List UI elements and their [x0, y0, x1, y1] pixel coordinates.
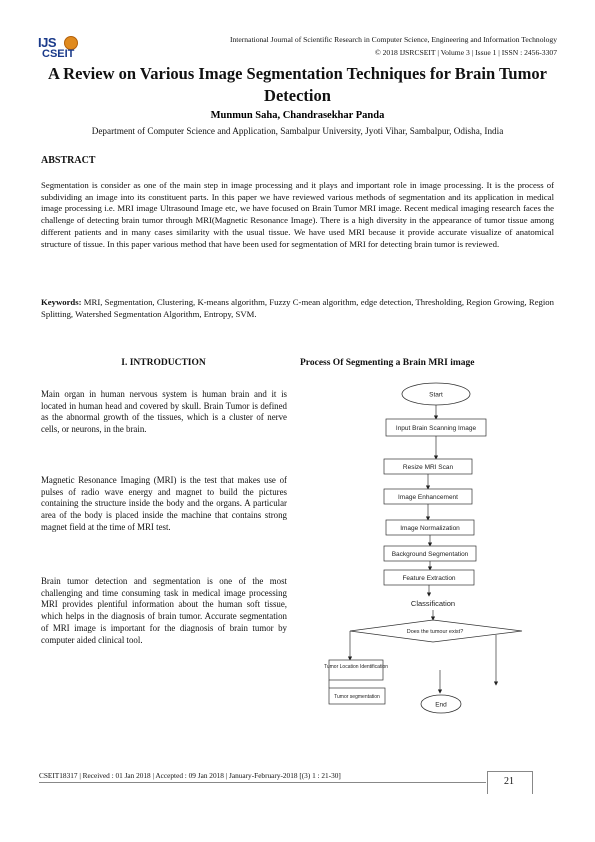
journal-header	[230, 33, 557, 59]
step-label: Image Normalization	[400, 525, 460, 532]
step-label: Image Enhancement	[398, 494, 458, 501]
journal-issue: © 2018 IJSRCSEIT | Volume 3 | Issue 1 | ISSN : 2456-3307	[374, 48, 557, 57]
start-label: Start	[429, 391, 443, 399]
paper-title: A Review on Various Image Segmentation Techniques for Brain Tumor Detection	[48, 64, 547, 105]
paper-affiliation: Department of Computer Science and Application, Sambalpur University, Jyoti Vihar, Sambalpur, Odisha, India	[91, 126, 504, 136]
end-label: End	[435, 701, 447, 709]
logo-text-top: IJS	[38, 35, 57, 50]
intro-paragraph-2: Magnetic Resonance Imaging (MRI) is the test that makes use of pulses of radio wave energy and magnet to build the pictures containing the structure inside the body and the organs. A particular area of the body is placed inside the machine that contains strong magnet field at the time of MRI test.	[41, 475, 287, 532]
step-label: Feature Extraction	[402, 575, 456, 582]
footer-divider	[39, 782, 486, 783]
footer-citation: CSEIT18317 | Received : 01 Jan 2018 | Accepted : 09 Jan 2018 | January-February-2018 [(3) 1 : 21-30]	[39, 771, 341, 780]
paper-authors: Munmun Saha, Chandrasekhar Panda	[210, 110, 385, 121]
keywords	[41, 297, 554, 320]
step-label: Tumor Location Identification	[323, 664, 389, 670]
page-number: 21	[504, 776, 514, 787]
journal-name: International Journal of Scientific Research in Computer Science, Engineering and Information Technology	[229, 35, 557, 44]
intro-paragraph-1: Main organ in human nervous system is human brain and it is located in human head and covered by skull. Brain Tumor is defined as the abnormal growth of the tissues, which is a cluster of nerve cells, or neurons, in the brain.	[41, 389, 287, 435]
journal-logo	[36, 35, 86, 61]
figure-title: Process Of Segmenting a Brain MRI image	[300, 358, 475, 368]
abstract-heading: ABSTRACT	[41, 155, 96, 166]
decision-label: Does the tumour exist?	[406, 629, 464, 635]
step-label: Background Segmentation	[391, 551, 469, 558]
keywords-label: Keywords:	[41, 297, 82, 307]
flowchart	[300, 370, 540, 720]
section-heading-introduction: I. INTRODUCTION	[121, 358, 206, 368]
abstract-text: Segmentation is consider as one of the main step in image processing and it plays and important role in image processing. It is the process of subdividing an image into its constituent parts. In this paper we have reviewed various methods of segmentation and its application in medical image processing i.e. MRI image Ultrasound Image etc, we have focused on Brain Tumor MRI image. Recent medical imaging research faces the challenge of detecting brain tumor through MRI(Magnetic Resonance Image). There is a high diversity in the appearance of tumor tissue among different patients and in many cases similarity with the usual tissue. We have used MRI because it provide accurate visualize of anatomical structure of tissue. In this paper various method that have been used for segmentation of MRI for detecting brain tumor is reviewed.	[41, 180, 554, 249]
step-box	[329, 660, 383, 680]
step-label: Input Brain Scanning Image	[395, 425, 477, 432]
intro-paragraph-3: Brain tumor detection and segmentation is one of the most challenging and time consuming task in medical image processing MRI provides plentiful information about the human soft tissue, which helps in the diagnosis of brain tumor. Accurate segmentation of MRI image is important for the diagnosis of brain tumor by computer aided clinical tool.	[41, 576, 287, 645]
keywords-list: MRI, Segmentation, Clustering, K-means algorithm, Fuzzy C-mean algorithm, edge detection, Thresholding, Region Growing, Region Splitting, Watershed Segmentation Algorithm, Entropy, SVM.	[41, 297, 554, 319]
logo-text-bottom: CSEIT	[42, 48, 75, 60]
step-label: Resize MRI Scan	[402, 464, 454, 471]
classification-label: Classification	[410, 599, 456, 608]
step-label: Tumor segmentation	[334, 694, 380, 700]
